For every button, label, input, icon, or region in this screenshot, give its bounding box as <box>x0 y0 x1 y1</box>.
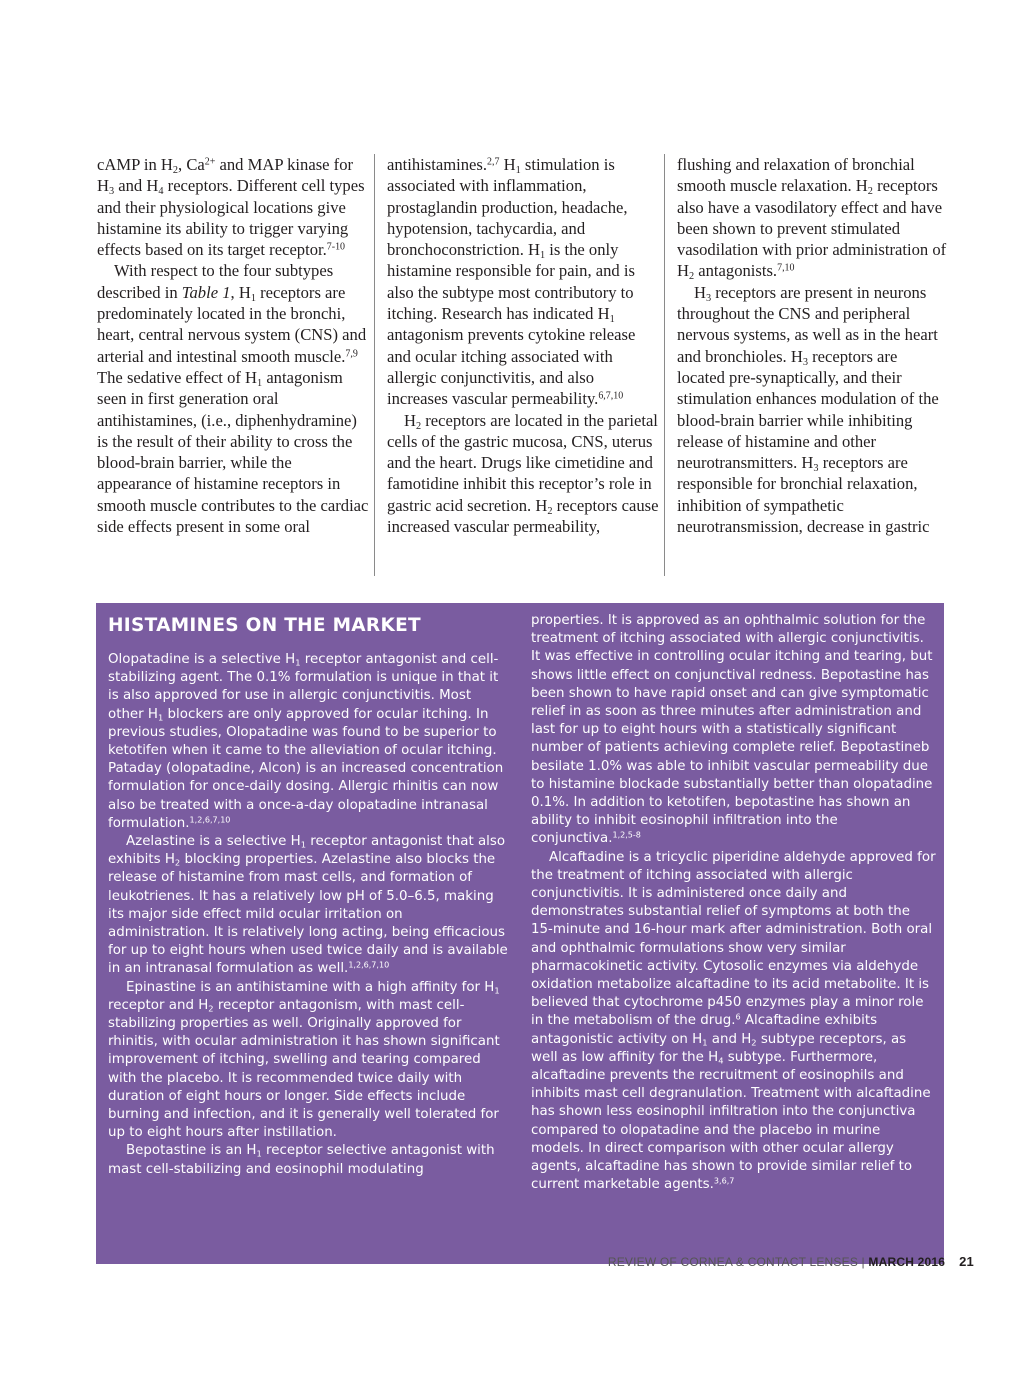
subscript: 1 <box>158 712 164 723</box>
page-number: 21 <box>959 1254 974 1269</box>
journal-name: REVIEW OF CORNEA & CONTACT LENSES | <box>607 1255 869 1269</box>
text-run: receptors are located pre-synaptically, and their stimulation enhances modulation of the blood-brain barrier while inhibiting release of histamine and other neurotransmitters. H <box>677 346 939 473</box>
subscript: 2 <box>174 857 181 868</box>
page-footer <box>608 1254 974 1269</box>
text-run: , Ca <box>178 155 205 174</box>
italic-reference: Table 1 <box>181 282 231 302</box>
article-column-1 <box>97 154 369 537</box>
superscript-citation: 7,10 <box>777 263 795 275</box>
paragraph <box>531 849 936 1195</box>
subscript: 1 <box>702 1037 708 1048</box>
text-run: antagonists. <box>694 261 778 281</box>
subscript: 1 <box>256 1148 262 1159</box>
text-run: H <box>499 155 516 174</box>
superscript-citation: 6,7,10 <box>598 390 624 402</box>
text-run: receptors are predominately located in the bronchi, heart, central nervous system (CNS) and arterial and intestinal smooth muscle. <box>97 282 367 366</box>
text-run: The sedative effect of H <box>97 367 258 387</box>
text-run: and H <box>114 176 159 196</box>
subscript: 4 <box>718 1055 724 1066</box>
text-run: Bepotastine is an H <box>126 1143 257 1159</box>
superscript-citation: 6 <box>735 1013 741 1023</box>
text-run: , H <box>230 282 251 302</box>
subscript: 2 <box>172 165 179 177</box>
text-run: H <box>404 410 416 430</box>
sidebar-title: HISTAMINES ON THE MARKET <box>108 615 421 636</box>
text-run: receptors also have a vasodilatory effect and have been shown to prevent stimulated vasodilation with prior administration of H <box>677 176 947 281</box>
text-run: stimulation is associated with inflammation, prostaglandin production, headache, hypotension, tachycardia, and bronchoconstriction. H <box>387 155 628 260</box>
text-run: receptors are located in the parietal cells of the gastric mucosa, CNS, uterus and the heart. Drugs like cimetidine and famotidine inhibit this receptor’s role in gastric acid secretion. H <box>387 410 658 515</box>
superscript-citation: 1,2,5-8 <box>612 831 641 841</box>
text-run: Alcaftadine is a tricyclic piperidine aldehyde approved for the treatment of itching associated with allergic conjunctivitis. It is administered once daily and demonstrates substantial relief of symptoms at both the 15-minute and 16-hour mark after administration. Both oral and ophthalmic formulations show very similar pharmacokinetic activity. Cytosolic enzymes via aldehyde oxidation metabolize alcaftadine to its acid metabolite. It is believed that cytochrome p450 enzymes play a minor role in the metabolism of the drug. <box>531 849 936 1029</box>
superscript-citation: 3,6,7 <box>713 1176 735 1186</box>
subscript: 2 <box>208 1003 214 1014</box>
paragraph <box>97 260 369 537</box>
text-run: blocking properties. Azelastine also blocks the release of histamine from mast cells, and formation of leukotrienes. It has a relatively low pH of 5.0–6.5, making its major side effect mild ocular irritation on administration. It is relatively long acting, being efficacious for up to eight hours when used twice daily and is available in an intranasal formulation as well. <box>108 852 508 977</box>
subscript: 3 <box>108 186 115 198</box>
sidebar-right-column <box>531 612 936 1195</box>
text-run: receptor and H <box>108 997 209 1013</box>
paragraph <box>387 410 659 538</box>
subscript: 1 <box>257 378 263 390</box>
superscript-citation: 1,2,6,7,10 <box>189 815 231 825</box>
sidebar-left-text <box>108 651 508 1179</box>
paragraph <box>531 612 936 849</box>
subscript: 1 <box>300 839 306 850</box>
text-run: receptors are responsible for bronchial relaxation, inhibition of sympathetic neurotransmission, decrease in gastric <box>677 453 930 537</box>
paragraph <box>677 282 949 538</box>
paragraph <box>108 1142 508 1178</box>
subscript: 1 <box>494 985 500 996</box>
text-run: Alcaftadine exhibits antagonistic activity on H <box>531 1013 878 1047</box>
text-run: and MAP kinase for H <box>97 155 354 196</box>
subscript: 1 <box>250 292 256 304</box>
subscript: 1 <box>515 165 521 177</box>
subscript: 1 <box>609 314 615 326</box>
subscript: 1 <box>540 250 546 262</box>
text-run: receptors are present in neurons throughout the CNS and peripheral nervous systems, as well as in the heart and bronchioles. H <box>677 282 938 366</box>
paragraph <box>387 154 659 410</box>
issue-date: MARCH 2016 <box>868 1255 946 1269</box>
text-run: H <box>694 282 706 302</box>
column-divider <box>664 154 665 576</box>
text-run: Epinastine is an antihistamine with a high affinity for H <box>126 979 495 995</box>
text-run: is the only histamine responsible for pain, and is also the subtype most contributory to itching. Research has indicated H <box>387 240 635 324</box>
text-run: receptor antagonist and cell-stabilizing agent. The 0.1% formulation is unique in that it is also approved for use in allergic conjunctivitis. Most other H <box>108 652 499 722</box>
superscript-citation: 2,7 <box>487 156 500 168</box>
subscript: 2 <box>867 186 873 198</box>
paragraph <box>108 651 508 833</box>
text-run: flushing and relaxation of bronchial smooth muscle relaxation. H <box>677 155 915 196</box>
superscript-citation: 2+ <box>204 156 216 168</box>
sidebar-left-column <box>108 615 508 1179</box>
text-run: With respect to the four subtypes described in <box>97 261 334 302</box>
sidebar-box <box>96 603 944 1264</box>
text-run: receptor selective antagonist with mast cell-stabilizing and eosinophil modulating <box>108 1143 495 1177</box>
paragraph <box>97 154 369 260</box>
subscript: 2 <box>751 1037 757 1048</box>
subscript: 3 <box>802 356 808 368</box>
superscript-citation: 7,9 <box>345 348 358 360</box>
paragraph <box>677 154 949 282</box>
text-run: blockers are only approved for ocular itching. In previous studies, Olopatadine was found to be superior to ketotifen when it came to the alleviation of ocular itching. Pataday (olopatadine, Alcon) is an increased concentration formulation for once-daily dosing. Allergic rhinitis can now also be treated with a once-a-day olopatadine intranasal formulation. <box>108 706 504 831</box>
text-run: receptors cause increased vascular permeability, <box>387 495 659 537</box>
column-divider <box>374 154 375 576</box>
paragraph <box>108 979 508 1143</box>
article-column-3 <box>677 154 949 537</box>
text-run: antagonism seen in first generation oral antihistamines, (i.e., diphenhydramine) is the result of their ability to cross the blood-brain barrier, while the appearance of histamine receptors in smooth muscle contributes to the cardiac side effects present in some oral <box>97 367 369 537</box>
subscript: 2 <box>415 420 422 432</box>
article-column-2 <box>387 154 659 537</box>
subscript: 4 <box>158 186 164 198</box>
text-run: receptors. Different cell types and their physiological locations give histamine its ability to trigger varying effects based on its target receptor. <box>97 176 365 260</box>
text-run: Olopatadine is a selective H <box>108 652 296 667</box>
text-run: subtype. Furthermore, alcaftadine prevents the recruitment of eosinophils and inhibits mast cell degranulation. Treatment with alcaftadine has shown less eosinophil infiltration into the conjunctiva compared to olopatadine and the placebo in murine models. In direct comparison with other ocular allergy agents, alcaftadine has shown to provide similar relief to current marketable agents. <box>531 1049 931 1193</box>
text-run: Azelastine is a selective H <box>126 834 301 850</box>
text-run: antagonism prevents cytokine release and ocular itching associated with allergic conjunctivitis, and also increases vascular permeability. <box>387 325 636 409</box>
text-run: subtype receptors, as well as low affinity for the H <box>531 1031 907 1065</box>
text-run: receptor antagonism, with mast cell-stabilizing properties as well. Originally approved for rhinitis, with ocular administration it has shown significant improvement of itching, swelling and tearing compared with the placebo. It is recommended twice daily with duration of eight hours or longer. Side effects include burning and infection, and it is generally well tolerated for up to eight hours after instillation. <box>108 997 500 1141</box>
text-run: antihistamines. <box>387 155 488 174</box>
text-run: properties. It is approved as an ophthalmic solution for the treatment of itching associated with allergic conjunctivitis. It was effective in controlling ocular itching and tearing, but shows little effect on conjunctival redness. Bepotastine has been shown to have rapid onset and can give symptomatic relief in as soon as three minutes after administration and last for up to eight hours with a statistically significant number of patients achieving complete relief. Bepotastineb besilate 1.0% was able to inhibit vascular permeability due to histamine blockade substantially better than olopatadine 0.1%. In addition to ketotifen, bepotastine has shown an ability to inhibit eosinophil infiltration into the conjunctiva. <box>531 613 933 847</box>
superscript-citation: 7-10 <box>326 241 346 253</box>
paragraph <box>108 833 508 979</box>
subscript: 2 <box>688 271 695 283</box>
text-run: cAMP in H <box>97 155 173 174</box>
subscript: 3 <box>813 463 819 475</box>
superscript-citation: 1,2,6,7,10 <box>348 961 390 971</box>
text-run: receptor antagonist that also exhibits H <box>108 834 506 868</box>
subscript: 2 <box>547 505 553 517</box>
subscript: 1 <box>295 657 301 668</box>
subscript: 3 <box>705 292 712 304</box>
text-run: and H <box>707 1031 752 1047</box>
